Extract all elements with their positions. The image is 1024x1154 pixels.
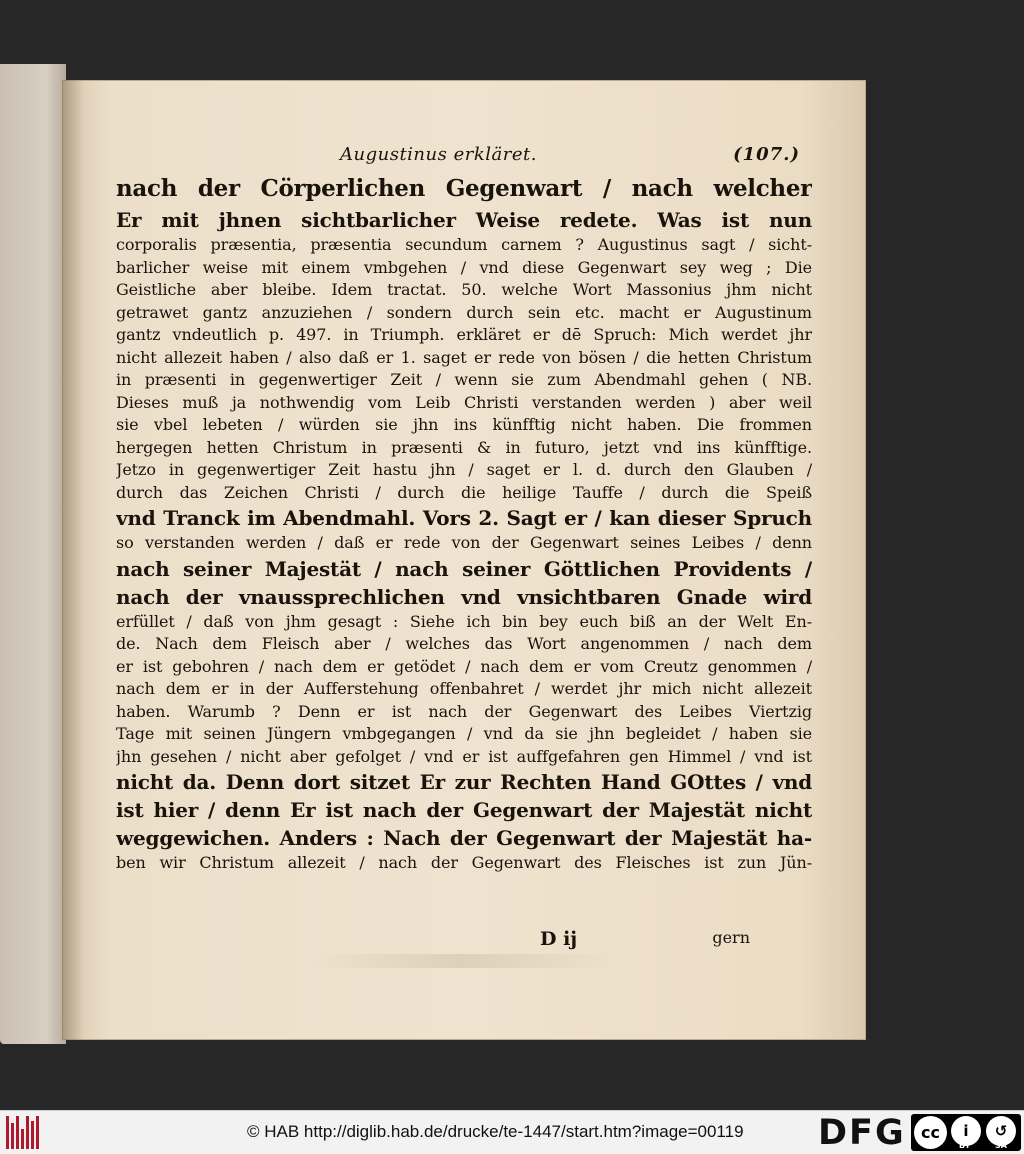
page-gutter-shadow xyxy=(62,80,84,1040)
text-line: Tage mit seinen Jüngern vmbgegangen / vnd da sie jhn begleidet / haben sie xyxy=(116,724,812,743)
text-line: nicht allezeit haben / also daß er 1. saget er rede von bösen / die hetten Christum xyxy=(116,347,812,367)
copyright-link[interactable]: © HAB http://diglib.hab.de/drucke/te-1447/start.htm?image=00119 xyxy=(247,1122,744,1141)
text-line: er ist gebohren / nach dem er getödet / nach dem er vom Creutz genommen / xyxy=(116,656,812,676)
text-line: durch das Zeichen Christi / durch die heilige Tauffe / durch die Speiß xyxy=(116,482,812,502)
sa-sharealike-icon: ↺ xyxy=(986,1116,1016,1146)
text-line: weggewichen. Anders : Nach der Gegenwart der Majestät ha- xyxy=(116,826,812,850)
text-line: jhn gesehen / nicht aber gefolget / vnd er ist auffgefahren gen Himmel / vnd ist xyxy=(116,746,812,766)
page-foot xyxy=(540,928,750,954)
text-line: sie vbel lebeten / würden sie jhn ins künfftig nicht haben. Die frommen xyxy=(116,415,812,434)
text-line: barlicher weise mit einem vmbgehen / vnd diese Gegenwart sey weg ; Die xyxy=(116,257,812,277)
text-line: Jetzo in gegenwertiger Zeit hastu jhn / saget er l. d. durch den Glauben / xyxy=(116,460,812,479)
text-line: hergegen hetten Christum in præsenti & in futuro, jetzt vnd ins künfftige. xyxy=(116,437,812,457)
text-line: nicht da. Denn dort sitzet Er zur Rechten Hand GOttes / vnd xyxy=(116,770,812,794)
text-line: getrawet gantz anzuziehen / sondern durch sein etc. macht er Augustinum xyxy=(116,302,812,322)
cc-license-icon: cc xyxy=(914,1116,947,1149)
text-line: nach seiner Majestät / nach seiner Göttlichen Providents / xyxy=(116,556,812,581)
text-line: Dieses muß ja nothwendig vom Leib Christi verstanden werden ) aber weil xyxy=(116,392,812,412)
by-attribution-icon: i xyxy=(951,1116,981,1146)
book-page xyxy=(62,80,866,1040)
dfg-logo[interactable]: DFG xyxy=(818,1113,906,1153)
text-line: in præsenti in gegenwertiger Zeit / wenn sie zum Abendmahl gehen ( NB. xyxy=(116,370,812,389)
text-line: nach der Cörperlichen Gegenwart / nach welcher xyxy=(116,175,812,202)
running-head: Augustinus erkläret. xyxy=(340,144,537,165)
signature-mark: D ij xyxy=(540,928,578,950)
text-line: haben. Warumb ? Denn er ist nach der Gegenwart des Leibes Viertzig xyxy=(116,701,812,721)
text-line: ben wir Christum allezeit / nach der Gegenwart des Fleisches ist zun Jün- xyxy=(116,853,812,872)
footer-bar xyxy=(0,1110,1024,1154)
page-header xyxy=(340,144,800,170)
text-line: nach der vnaussprechlichen vnd vnsichtbaren Gnade wird xyxy=(116,584,812,609)
body-text xyxy=(116,172,812,875)
text-line: Er mit jhnen sichtbarlicher Weise redete. Was ist nun xyxy=(116,208,812,232)
ink-bleed-through xyxy=(312,954,612,968)
text-line: nach dem er in der Aufferstehung offenbahret / werdet jhr mich nicht allezeit xyxy=(116,679,812,698)
text-line: so verstanden werden / daß er rede von der Gegenwart seines Leibes / denn xyxy=(116,533,812,552)
text-line: gantz vndeutlich p. 497. in Triumph. erkläret er dē Spruch: Mich werdet jhr xyxy=(116,325,812,344)
text-line: de. Nach dem Fleisch aber / welches das Wort angenommen / nach dem xyxy=(116,634,812,653)
by-label: BY xyxy=(959,1141,971,1150)
catchword: gern xyxy=(712,928,750,947)
text-line: vnd Tranck im Abendmahl. Vors 2. Sagt er / kan dieser Spruch xyxy=(116,506,812,530)
hab-logo-icon[interactable] xyxy=(6,1116,40,1149)
text-line: ist hier / denn Er ist nach der Gegenwart der Majestät nicht xyxy=(116,798,812,822)
sa-label: SA xyxy=(995,1141,1007,1150)
previous-page-edge xyxy=(0,64,66,1044)
license-badge[interactable] xyxy=(911,1114,1021,1151)
page-number: (107.) xyxy=(733,144,800,165)
text-line: corporalis præsentia, præsentia secundum carnem ? Augustinus sagt / sicht- xyxy=(116,235,812,254)
text-line: Geistliche aber bleibe. Idem tractat. 50. welche Wort Massonius jhm nicht xyxy=(116,280,812,299)
text-line: erfüllet / daß von jhm gesagt : Siehe ich bin bey euch biß an der Welt En- xyxy=(116,611,812,631)
